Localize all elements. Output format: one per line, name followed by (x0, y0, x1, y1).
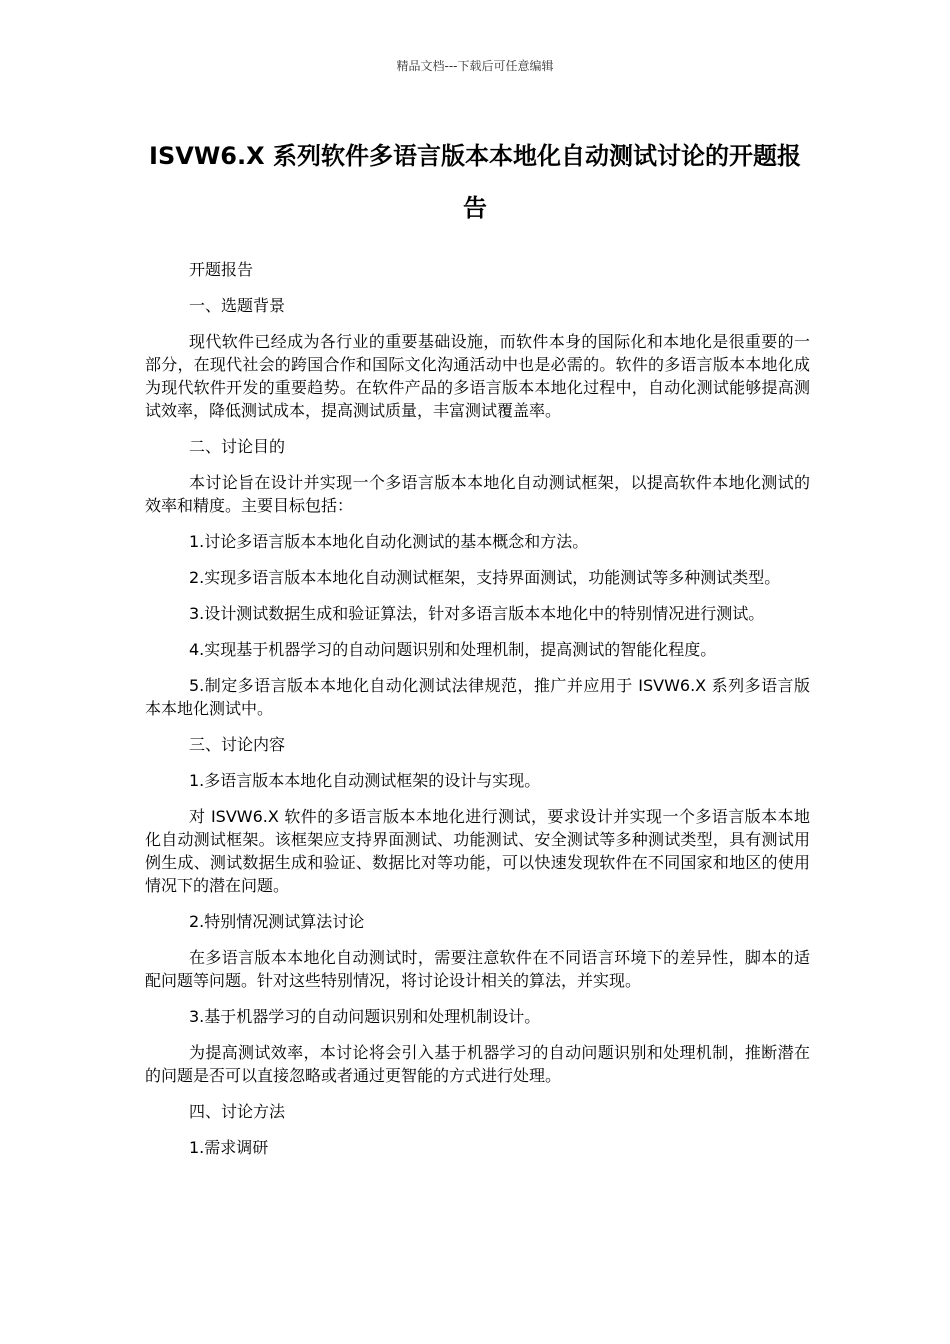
section-heading: 二、讨论目的 (189, 437, 286, 456)
paragraph: 对 ISVW6.X 软件的多语言版本本地化进行测试，要求设计并实现一个多语言版本本地化自动测试框架。该框架应支持界面测试、功能测试、安全测试等多种测试类型，具有测试用例生成、测试数据生成和验证、数据比对等功能，可以快速发现软件在不同国家和地区的使用情况下的潜在问题。 (145, 807, 810, 895)
list-item: 1.讨论多语言版本本地化自动化测试的基本概念和方法。 (189, 532, 589, 551)
section-heading: 一、选题背景 (189, 296, 286, 315)
list-item: 4.实现基于机器学习的自动问题识别和处理机制，提高测试的智能化程度。 (189, 640, 717, 659)
paragraph: 在多语言版本本地化自动测试时，需要注意软件在不同语言环境下的差异性，脚本的适配问题等问题。针对这些特别情况，将讨论设计相关的算法，并实现。 (145, 948, 810, 990)
subsection-heading: 3.基于机器学习的自动问题识别和处理机制设计。 (189, 1007, 541, 1026)
paragraph: 本讨论旨在设计并实现一个多语言版本本地化自动测试框架，以提高软件本地化测试的效率和精度。主要目标包括： (145, 473, 810, 515)
paragraph: 现代软件已经成为各行业的重要基础设施，而软件本身的国际化和本地化是很重要的一部分，在现代社会的跨国合作和国际文化沟通活动中也是必需的。软件的多语言版本本地化成为现代软件开发的重要趋势。在软件产品的多语言版本本地化过程中，自动化测试能够提高测试效率，降低测试成本，提高测试质量，丰富测试覆盖率。 (145, 332, 810, 420)
paragraph: 为提高测试效率，本讨论将会引入基于机器学习的自动问题识别和处理机制，推断潜在的问题是否可以直接忽略或者通过更智能的方式进行处理。 (145, 1043, 810, 1085)
section-heading: 三、讨论内容 (189, 735, 286, 754)
document-title: ISVW6.X 系列软件多语言版本本地化自动测试讨论的开题报告 (149, 142, 801, 222)
subsection-heading: 2.特别情况测试算法讨论 (189, 912, 365, 931)
section-label: 开题报告 (189, 260, 254, 279)
list-item: 5.制定多语言版本本地化自动化测试法律规范，推广并应用于 ISVW6.X 系列多语言版本本地化测试中。 (145, 676, 810, 718)
page-header-note: 精品文档---下载后可任意编辑 (396, 59, 554, 73)
subsection-heading: 1.多语言版本本地化自动测试框架的设计与实现。 (189, 771, 541, 790)
list-item: 3.设计测试数据生成和验证算法，针对多语言版本本地化中的特别情况进行测试。 (189, 604, 765, 623)
list-item: 2.实现多语言版本本地化自动测试框架，支持界面测试，功能测试等多种测试类型。 (189, 568, 781, 587)
document-body (145, 258, 810, 1172)
subsection-heading: 1.需求调研 (189, 1138, 269, 1157)
section-heading: 四、讨论方法 (189, 1102, 286, 1121)
